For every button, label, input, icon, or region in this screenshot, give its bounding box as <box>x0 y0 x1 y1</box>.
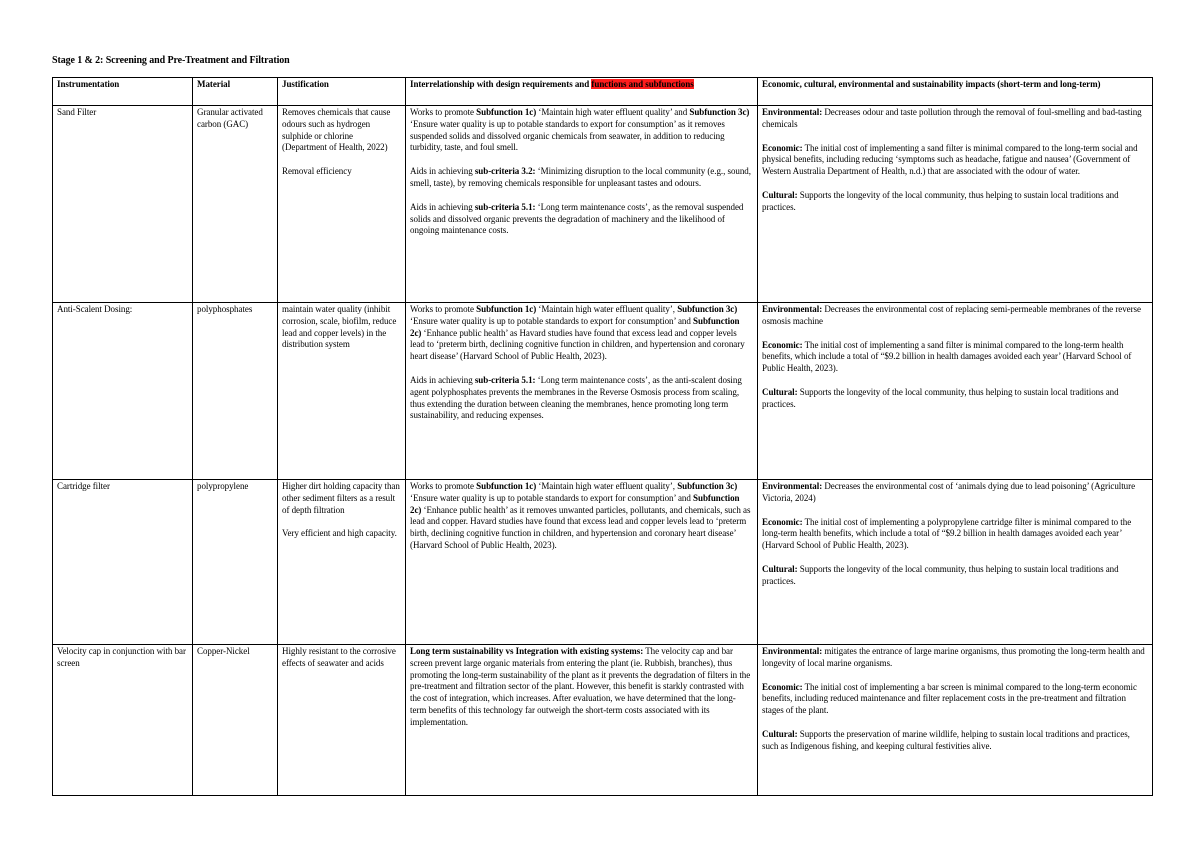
text: Supports the preservation of marine wildlife, helping to sustain local traditions and practices, such as Indigenous fishing, and keeping cultural festivities alive. <box>762 728 1130 751</box>
interrelationship-cell <box>406 645 758 796</box>
material-cell: polyphosphates <box>193 303 278 480</box>
table-row <box>53 303 1153 480</box>
text: ‘Maintain high water effluent quality’, <box>536 481 678 491</box>
instrument-cell: Cartridge filter <box>53 480 193 645</box>
text: ‘Enhance public health’ as it removes unwanted particles, pollutants, and chemicals, such as lead and copper. Havard studies have found that excess lead and copper levels lead to ‘preterm birth, declining cognitive function in children, and hypertension and coronary heart disease’ (Harvard School of Public Health, 2023). <box>410 504 751 550</box>
text: Works to promote <box>410 304 477 314</box>
term: Subfunction 1c) <box>476 481 537 491</box>
interrelationship-cell <box>406 106 758 303</box>
interrelationship-para <box>410 202 752 237</box>
spacer <box>282 516 400 528</box>
text: Supports the longevity of the local community, thus helping to sustain local traditions and practices. <box>762 563 1119 586</box>
text: Aids in achieving <box>410 166 475 177</box>
text: ‘Long term maintenance costs’, as the removal suspended solids and dissolved organic prevents the degradation of machinery and the likelihood of ongoing maintenance costs. <box>410 201 744 236</box>
text: Supports the longevity of the local community, thus helping to sustain local traditions and practices. <box>762 189 1119 212</box>
impacts-cell <box>758 303 1153 480</box>
label: Cultural: <box>762 386 798 397</box>
justification-cell <box>278 645 406 796</box>
impact-economic <box>762 143 1147 178</box>
text: Works to promote <box>410 481 477 491</box>
text: ‘Maintain high water effluent quality’, <box>536 304 678 314</box>
spacer <box>762 328 1147 340</box>
label: Cultural: <box>762 563 798 574</box>
justification-cell <box>278 303 406 480</box>
impact-economic <box>762 682 1147 717</box>
impact-cultural <box>762 564 1147 588</box>
spacer <box>762 375 1147 387</box>
material-cell: Copper-Nickel <box>193 645 278 796</box>
label: Environmental: <box>762 107 823 117</box>
term: sub-criteria 5.1: <box>474 374 536 385</box>
instrument-cell: Anti-Scalent Dosing: <box>53 303 193 480</box>
impact-economic <box>762 517 1147 552</box>
impacts-cell <box>758 645 1153 796</box>
material-cell: polypropylene <box>193 480 278 645</box>
text: The initial cost of implementing a sand filter is minimal compared to the long-term health benefits, which include a total of “$9.2 billion in health damages avoided each year’ (Harvard School of Public Health, 2023). <box>762 339 1132 374</box>
material-cell: Granular activated carbon (GAC) <box>193 106 278 303</box>
label: Economic: <box>762 516 803 527</box>
term: Subfunction 1c) <box>476 304 537 314</box>
label: Economic: <box>762 681 803 692</box>
label: Environmental: <box>762 646 823 656</box>
text: ‘Ensure water quality is up to potable standards to export for consumption’ and <box>410 315 694 326</box>
text: The initial cost of implementing a polypropylene cartridge filter is minimal compared to the long-term health benefits, which include a total of “$9.2 billion in health damages avoided each year’ (Harvard School of Public Health, 2023). <box>762 516 1132 551</box>
header-interrelationship <box>406 78 758 106</box>
label: Economic: <box>762 339 803 350</box>
header-instrumentation: Instrumentation <box>53 78 193 106</box>
justification-text: Highly resistant to the corrosive effects of seawater and acids <box>282 646 396 668</box>
text: Decreases the environmental cost of ‘animals dying due to lead poisoning’ (Agriculture Victoria, 2024) <box>762 481 1136 503</box>
table-row <box>53 645 1153 796</box>
justification-text: Higher dirt holding capacity than other sediment filters as a result of depth filtration <box>282 481 400 515</box>
label: Environmental: <box>762 481 823 491</box>
text: The initial cost of implementing a sand filter is minimal compared to the long-term social and physical benefits, including reducing ‘symptoms such as headache, fatigue and nausea’ (Government of Western Australia Department of Health, n.d.) that are associated with the odour of water. <box>762 142 1138 177</box>
label: Economic: <box>762 142 803 153</box>
term: Subfunction 3c) <box>677 304 738 314</box>
text: ‘Enhance public health’ as Havard studies have found that excess lead and copper levels lead to ‘preterm birth, declining cognitive function in children, and hypertension and coronary heart disease’ (Harvard School of Public Health, 2023). <box>410 327 745 362</box>
interrelationship-para <box>410 166 752 190</box>
term: sub-criteria 5.1: <box>474 201 536 212</box>
interrelationship-cell <box>406 480 758 645</box>
spacer <box>282 154 400 166</box>
instrumentation-table <box>52 77 1153 796</box>
interrelationship-para <box>410 107 752 154</box>
interrelationship-cell <box>406 303 758 480</box>
header-impacts: Economic, cultural, environmental and sustainability impacts (short-term and long-term) <box>758 78 1153 106</box>
impacts-cell <box>758 480 1153 645</box>
impact-environmental <box>762 304 1147 328</box>
table-row <box>53 480 1153 645</box>
text: The initial cost of implementing a bar screen is minimal compared to the long-term economic benefits, including reduced maintenance and filter replacement costs in the pre-treatment and filtration stages of the plant. <box>762 681 1137 716</box>
text: The velocity cap and bar screen prevent large organic materials from entering the plant (ie. Rubbish, branches), thus promoting the long-term sustainability of the plant as it prevents the degradation of filters in the pre-treatment and filtration sector of the plant. However, this benefit is starkly contrasted with the cost of integration, which increases. After evaluation, we have determined that the long-term benefits of this technology far outweigh the short-term costs associated with its implementation. <box>410 646 751 727</box>
interrelationship-para <box>410 481 752 552</box>
impact-environmental <box>762 646 1147 670</box>
spacer <box>410 190 752 202</box>
header-interrelationship-text: Interrelationship with design requirements and <box>410 79 592 89</box>
text: ‘Minimizing disruption to the local community (e.g., sound, smell, taste), by removing chemicals responsible for unpleasant tastes and odours. <box>410 166 751 188</box>
impact-environmental <box>762 107 1147 131</box>
term: Long term sustainability vs Integration with existing systems: <box>410 646 644 656</box>
text: ‘Ensure water quality is up to potable standards to export for consumption’ as it removes suspended solids and dissolved organic chemicals from seawater, in addition to reducing turbidity, taste, and foul smell. <box>410 118 725 153</box>
instrument-cell: Sand Filter <box>53 106 193 303</box>
text: Decreases the environmental cost of replacing semi-permeable membranes of the reverse osmosis machine <box>762 304 1141 326</box>
interrelationship-para <box>410 646 752 729</box>
header-justification: Justification <box>278 78 406 106</box>
spacer <box>762 717 1147 729</box>
text: Aids in achieving <box>410 201 475 212</box>
term: Subfunction 3c) <box>677 481 738 491</box>
text: mitigates the entrance of large marine organisms, thus promoting the long-term health and longevity of local marine organisms. <box>762 646 1145 668</box>
justification-cell <box>278 480 406 645</box>
term: sub-criteria 3.2: <box>474 166 536 177</box>
label: Cultural: <box>762 189 798 200</box>
spacer <box>762 131 1147 143</box>
impact-economic <box>762 340 1147 375</box>
impact-cultural <box>762 387 1147 411</box>
term: Subfunction 3c) <box>689 107 750 117</box>
text: ‘Long term maintenance costs’, as the anti-scalent dosing agent polyphosphates prevents the membranes in the Reverse Osmosis process from scaling, thus extending the duration between cleaning the membranes, hence promoting long term sustainability, and reducing expenses. <box>410 374 742 421</box>
justification-text: Removal efficiency <box>282 166 352 177</box>
label: Environmental: <box>762 304 823 314</box>
spacer <box>762 505 1147 517</box>
spacer <box>762 178 1147 190</box>
interrelationship-para <box>410 304 752 363</box>
table-header-row <box>53 78 1153 106</box>
impact-environmental <box>762 481 1147 505</box>
page-title: Stage 1 & 2: Screening and Pre-Treatment and Filtration <box>52 55 290 66</box>
justification-text: maintain water quality (inhibit corrosion, scale, biofilm, reduce lead and copper levels) in the distribution system <box>282 304 397 350</box>
text: Supports the longevity of the local community, thus helping to sustain local traditions and practices. <box>762 386 1119 409</box>
spacer <box>410 363 752 375</box>
impact-cultural <box>762 190 1147 214</box>
justification-text: Removes chemicals that cause odours such as hydrogen sulphide or chlorine (Department of Health, 2022) <box>282 107 391 153</box>
impact-cultural <box>762 729 1147 753</box>
text: ‘Ensure water quality is up to potable standards to export for consumption’ and <box>410 492 694 503</box>
text: Aids in achieving <box>410 374 475 385</box>
label: Cultural: <box>762 728 798 739</box>
impacts-cell <box>758 106 1153 303</box>
spacer <box>410 154 752 166</box>
header-highlight: functions and subfunctions <box>591 79 694 89</box>
instrument-cell: Velocity cap in conjunction with bar screen <box>53 645 193 796</box>
term: Subfunction 2c) <box>410 492 740 515</box>
term: Subfunction 2c) <box>410 315 740 338</box>
text: Decreases odour and taste pollution through the removal of foul-smelling and bad-tasting chemicals <box>762 107 1142 129</box>
table-row <box>53 106 1153 303</box>
justification-text: Very efficient and high capacity. <box>282 528 397 539</box>
term: Subfunction 1c) <box>476 107 537 117</box>
text: Works to promote <box>410 107 477 117</box>
justification-cell <box>278 106 406 303</box>
interrelationship-para <box>410 375 752 422</box>
text: ‘Maintain high water effluent quality’ and <box>536 107 690 117</box>
header-material: Material <box>193 78 278 106</box>
spacer <box>762 670 1147 682</box>
spacer <box>762 552 1147 564</box>
